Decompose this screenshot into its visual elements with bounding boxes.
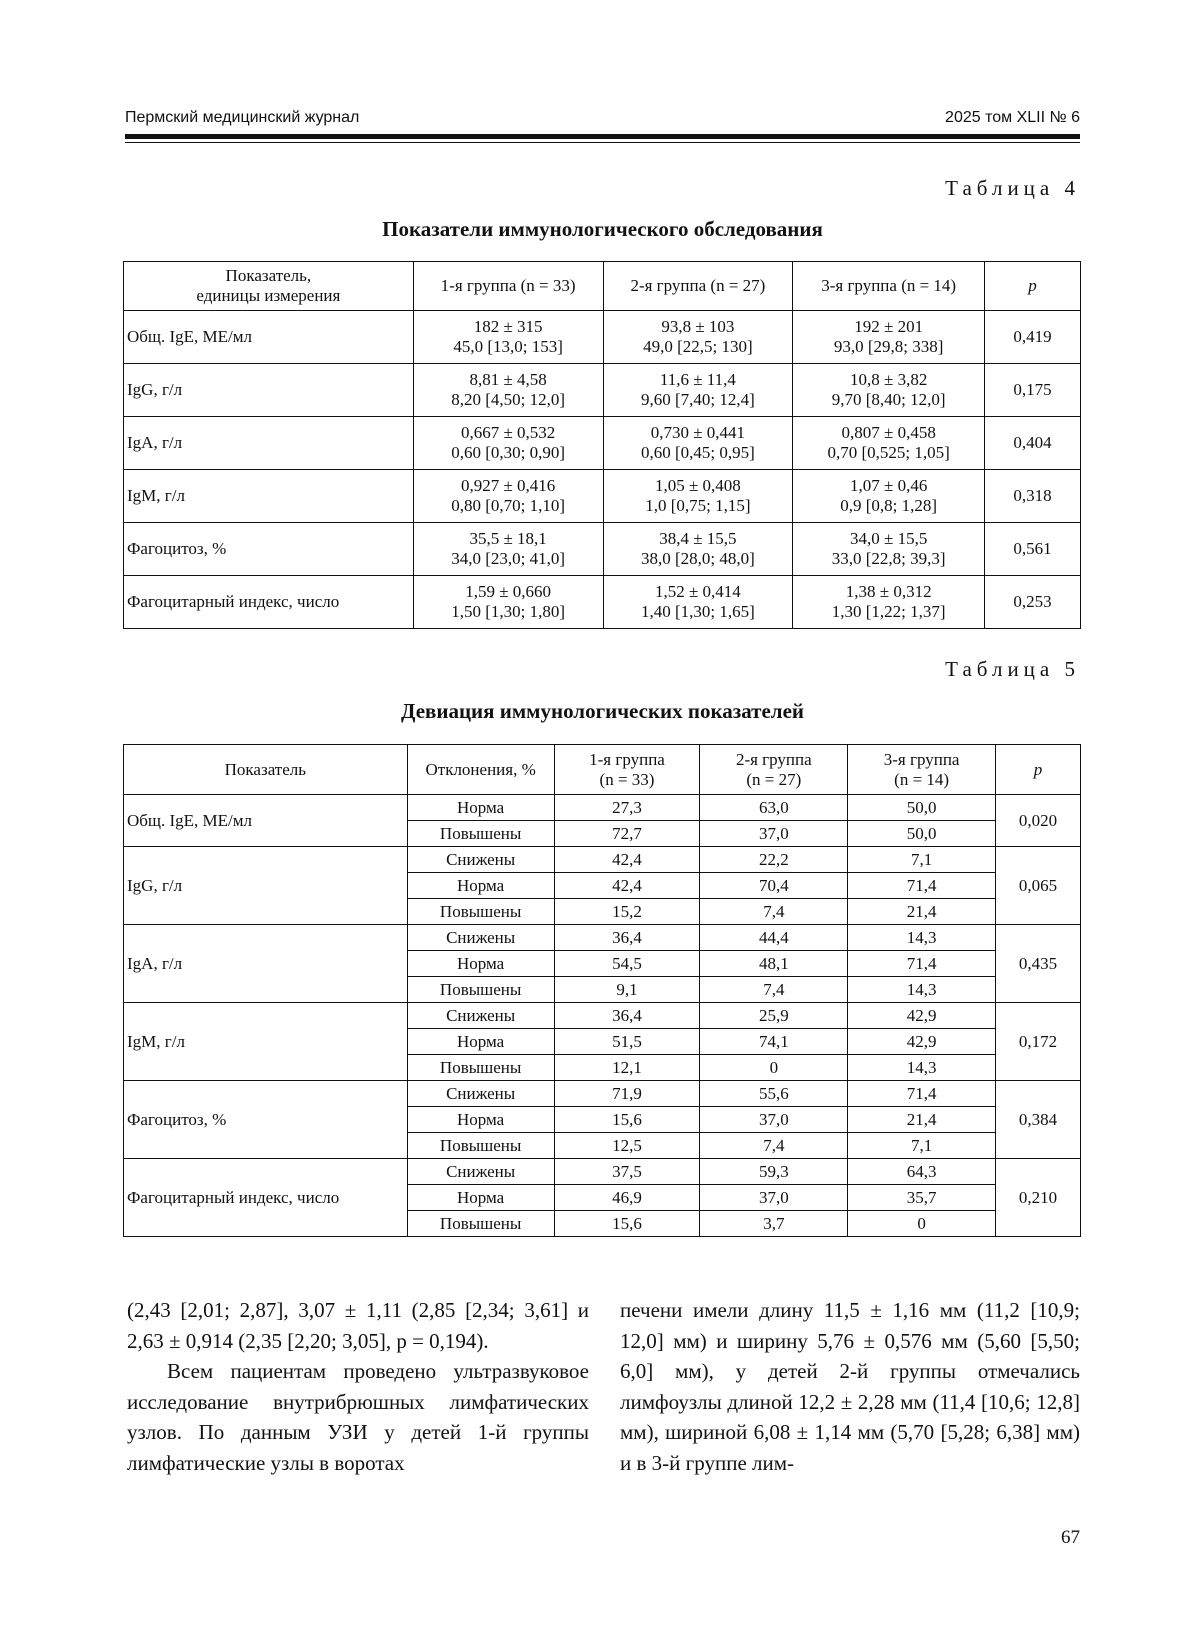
p-value-cell: 0,065 <box>996 847 1081 925</box>
deviation-cell: Повышены <box>407 899 554 925</box>
mean-sd: 1,38 ± 0,312 <box>845 582 932 602</box>
table5-label: Таблица 5 <box>945 657 1080 681</box>
median-iqr: 49,0 [22,5; 130] <box>643 337 753 356</box>
indicator-cell: Фагоцитоз, % <box>124 523 414 576</box>
deviation-cell: Снижены <box>407 1003 554 1029</box>
g1-cell: 36,4 <box>554 1003 700 1029</box>
mean-sd: 0,667 ± 0,532 <box>460 423 556 443</box>
g3-cell: 7,1 <box>848 847 996 873</box>
g3-cell: 42,9 <box>848 1029 996 1055</box>
table4-title: Показатели иммунологического обследования <box>382 217 823 241</box>
journal-name: Пермский медицинский журнал <box>125 109 360 126</box>
g1-cell: 42,4 <box>554 847 700 873</box>
g2-cell: 7,4 <box>700 899 848 925</box>
g2-cell: 0 <box>700 1055 848 1081</box>
table4 <box>123 261 1081 629</box>
deviation-cell: Норма <box>407 1029 554 1055</box>
g3-cell: 50,0 <box>848 821 996 847</box>
mean-sd: 8,81 ± 4,58 <box>469 370 547 390</box>
g2-cell <box>603 364 793 417</box>
table-row <box>124 1081 1081 1107</box>
table-row <box>124 523 1081 576</box>
g2-cell: 37,0 <box>700 1107 848 1133</box>
running-header <box>125 109 1080 131</box>
deviation-cell: Повышены <box>407 1211 554 1237</box>
indicator-cell: Фагоцитарный индекс, число <box>124 576 414 629</box>
median-iqr: 45,0 [13,0; 153] <box>453 337 563 356</box>
p-value-cell: 0,419 <box>985 311 1081 364</box>
g3-cell: 42,9 <box>848 1003 996 1029</box>
g3-cell: 14,3 <box>848 977 996 1003</box>
table-row <box>124 1159 1081 1185</box>
table-row <box>124 576 1081 629</box>
table4-col-group2: 2-я группа (n = 27) <box>603 262 793 311</box>
g3-cell: 50,0 <box>848 795 996 821</box>
mean-sd: 93,8 ± 103 <box>661 317 735 337</box>
deviation-cell: Повышены <box>407 977 554 1003</box>
g1-cell: 36,4 <box>554 925 700 951</box>
median-iqr: 38,0 [28,0; 48,0] <box>640 549 755 568</box>
mean-sd: 0,927 ± 0,416 <box>460 476 556 496</box>
table4-col-p: p <box>985 262 1081 311</box>
table-row <box>124 847 1081 873</box>
g1-cell: 27,3 <box>554 795 700 821</box>
paragraph: (2,43 [2,01; 2,87], 3,07 ± 1,11 (2,85 [2,34; 3,61] и 2,63 ± 0,914 (2,35 [2,20; 3,05], p = 0,194). <box>127 1298 589 1353</box>
p-value-cell: 0,210 <box>996 1159 1081 1237</box>
g2-cell: 59,3 <box>700 1159 848 1185</box>
g1-cell: 15,2 <box>554 899 700 925</box>
indicator-cell: IgG, г/л <box>124 364 414 417</box>
g2-cell <box>603 576 793 629</box>
mean-sd: 38,4 ± 15,5 <box>659 529 737 549</box>
indicator-cell: IgA, г/л <box>124 417 414 470</box>
table4-col-group3: 3-я группа (n = 14) <box>793 262 985 311</box>
median-iqr: 9,60 [7,40; 12,4] <box>640 390 755 409</box>
g3-cell: 21,4 <box>848 1107 996 1133</box>
g3-cell <box>793 576 985 629</box>
body-column-left <box>127 1295 589 1478</box>
table5-header-row <box>124 745 1081 795</box>
g3-cell: 35,7 <box>848 1185 996 1211</box>
g3-cell <box>793 311 985 364</box>
g3-cell <box>793 470 985 523</box>
median-iqr: 1,0 [0,75; 1,15] <box>645 496 751 515</box>
deviation-cell: Снижены <box>407 847 554 873</box>
p-value-cell: 0,172 <box>996 1003 1081 1081</box>
table4-header-row <box>124 262 1081 311</box>
g2-cell: 63,0 <box>700 795 848 821</box>
table-row <box>124 311 1081 364</box>
median-iqr: 34,0 [23,0; 41,0] <box>451 549 565 568</box>
g2-cell <box>603 523 793 576</box>
indicator-cell: IgM, г/л <box>124 470 414 523</box>
g1-cell <box>413 311 603 364</box>
median-iqr: 9,70 [8,40; 12,0] <box>831 390 946 409</box>
median-iqr: 0,60 [0,45; 0,95] <box>640 443 755 462</box>
deviation-cell: Норма <box>407 873 554 899</box>
mean-sd: 0,730 ± 0,441 <box>650 423 746 443</box>
table-row <box>124 1003 1081 1029</box>
p-value-cell: 0,175 <box>985 364 1081 417</box>
g2-cell <box>603 470 793 523</box>
median-iqr: 1,50 [1,30; 1,80] <box>451 602 565 621</box>
median-iqr: 8,20 [4,50; 12,0] <box>451 390 565 409</box>
p-value-cell: 0,318 <box>985 470 1081 523</box>
g1-cell <box>413 523 603 576</box>
g2-cell: 7,4 <box>700 977 848 1003</box>
table5-title: Девиация иммунологических показателей <box>400 699 805 723</box>
g2-cell: 22,2 <box>700 847 848 873</box>
indicator-cell: Общ. IgE, МЕ/мл <box>124 795 408 847</box>
table5-col-group3: 3-я группа (n = 14) <box>848 745 996 795</box>
g3-cell <box>793 364 985 417</box>
p-value-cell: 0,404 <box>985 417 1081 470</box>
indicator-cell: IgA, г/л <box>124 925 408 1003</box>
g1-cell: 46,9 <box>554 1185 700 1211</box>
header-rule-thin <box>125 142 1080 143</box>
p-value-cell: 0,435 <box>996 925 1081 1003</box>
g1-cell: 15,6 <box>554 1211 700 1237</box>
table5 <box>123 744 1081 1237</box>
table5-col-deviation: Отклонения, % <box>407 745 554 795</box>
body-column-right <box>620 1295 1080 1478</box>
table4-label: Таблица 4 <box>945 176 1080 200</box>
issue-info: 2025 том XLII № 6 <box>945 109 1080 126</box>
mean-sd: 11,6 ± 11,4 <box>659 370 736 390</box>
mean-sd: 182 ± 315 <box>473 317 543 337</box>
g1-cell: 9,1 <box>554 977 700 1003</box>
g2-cell: 70,4 <box>700 873 848 899</box>
g3-cell: 14,3 <box>848 1055 996 1081</box>
g2-cell: 3,7 <box>700 1211 848 1237</box>
p-value-cell: 0,253 <box>985 576 1081 629</box>
table5-col-p: p <box>996 745 1081 795</box>
median-iqr: 0,60 [0,30; 0,90] <box>451 443 565 462</box>
g1-cell: 54,5 <box>554 951 700 977</box>
median-iqr: 0,80 [0,70; 1,10] <box>451 496 565 515</box>
g1-cell: 51,5 <box>554 1029 700 1055</box>
g2-cell: 74,1 <box>700 1029 848 1055</box>
indicator-cell: IgM, г/л <box>124 1003 408 1081</box>
table-row <box>124 795 1081 821</box>
table4-col-group1: 1-я группа (n = 33) <box>413 262 603 311</box>
mean-sd: 192 ± 201 <box>854 317 924 337</box>
g3-cell: 14,3 <box>848 925 996 951</box>
g2-cell: 48,1 <box>700 951 848 977</box>
deviation-cell: Повышены <box>407 1133 554 1159</box>
g2-cell: 7,4 <box>700 1133 848 1159</box>
table-row <box>124 417 1081 470</box>
deviation-cell: Повышены <box>407 821 554 847</box>
median-iqr: 93,0 [29,8; 338] <box>833 337 944 356</box>
g3-cell: 7,1 <box>848 1133 996 1159</box>
g3-cell: 0 <box>848 1211 996 1237</box>
deviation-cell: Снижены <box>407 925 554 951</box>
median-iqr: 0,9 [0,8; 1,28] <box>840 496 938 515</box>
median-iqr: 0,70 [0,525; 1,05] <box>827 443 950 462</box>
g1-cell: 37,5 <box>554 1159 700 1185</box>
mean-sd: 35,5 ± 18,1 <box>469 529 547 549</box>
g3-cell: 64,3 <box>848 1159 996 1185</box>
g1-cell: 12,5 <box>554 1133 700 1159</box>
median-iqr: 1,30 [1,22; 1,37] <box>831 602 946 621</box>
table-row <box>124 470 1081 523</box>
deviation-cell: Снижены <box>407 1081 554 1107</box>
indicator-cell: Общ. IgE, МЕ/мл <box>124 311 414 364</box>
g1-cell <box>413 470 603 523</box>
deviation-cell: Норма <box>407 1107 554 1133</box>
mean-sd: 0,807 ± 0,458 <box>841 423 936 443</box>
mean-sd: 34,0 ± 15,5 <box>850 529 928 549</box>
g1-cell: 15,6 <box>554 1107 700 1133</box>
table5-col-group2: 2-я группа (n = 27) <box>700 745 848 795</box>
g2-cell: 25,9 <box>700 1003 848 1029</box>
mean-sd: 10,8 ± 3,82 <box>850 370 928 390</box>
deviation-cell: Снижены <box>407 1159 554 1185</box>
g2-cell <box>603 417 793 470</box>
mean-sd: 1,59 ± 0,660 <box>465 582 552 602</box>
g3-cell <box>793 417 985 470</box>
median-iqr: 33,0 [22,8; 39,3] <box>831 549 946 568</box>
p-value-cell: 0,561 <box>985 523 1081 576</box>
deviation-cell: Повышены <box>407 1055 554 1081</box>
deviation-cell: Норма <box>407 951 554 977</box>
p-value-cell: 0,384 <box>996 1081 1081 1159</box>
mean-sd: 1,52 ± 0,414 <box>654 582 741 602</box>
header-rule-thick <box>125 134 1080 139</box>
g3-cell <box>793 523 985 576</box>
g1-cell <box>413 364 603 417</box>
table-row <box>124 364 1081 417</box>
g1-cell: 72,7 <box>554 821 700 847</box>
deviation-cell: Норма <box>407 1185 554 1211</box>
g1-cell: 12,1 <box>554 1055 700 1081</box>
indicator-cell: IgG, г/л <box>124 847 408 925</box>
p-value-cell: 0,020 <box>996 795 1081 847</box>
table5-col-group1: 1-я группа (n = 33) <box>554 745 700 795</box>
g2-cell <box>603 311 793 364</box>
g1-cell <box>413 417 603 470</box>
g3-cell: 21,4 <box>848 899 996 925</box>
mean-sd: 1,07 ± 0,46 <box>850 476 928 496</box>
indicator-cell: Фагоцитоз, % <box>124 1081 408 1159</box>
g2-cell: 37,0 <box>700 1185 848 1211</box>
indicator-cell: Фагоцитарный индекс, число <box>124 1159 408 1237</box>
mean-sd: 1,05 ± 0,408 <box>654 476 741 496</box>
median-iqr: 1,40 [1,30; 1,65] <box>640 602 755 621</box>
paragraph: печени имели длину 11,5 ± 1,16 мм (11,2 [10,9; 12,0] мм) и ширину 5,76 ± 0,576 мм (5,60 [5,50; 6,0] мм), у детей 2-й группы отмечались лимфоузлы длиной 12,2 ± 2,28 мм (11,4 [10,6; 12,8] мм), шириной 6,08 ± 1,14 мм (5,70 [5,28; 6,38] мм) и в 3-й группе лим- <box>620 1298 1080 1475</box>
g3-cell: 71,4 <box>848 951 996 977</box>
g2-cell: 44,4 <box>700 925 848 951</box>
paragraph: Всем пациентам проведено ультразвуковое исследование внутрибрюшных лимфатических узлов. По данным УЗИ у детей 1-й группы лимфатические узлы в воротах <box>127 1359 589 1475</box>
g2-cell: 55,6 <box>700 1081 848 1107</box>
g1-cell <box>413 576 603 629</box>
page-number: 67 <box>1061 1527 1080 1548</box>
g1-cell: 71,9 <box>554 1081 700 1107</box>
g1-cell: 42,4 <box>554 873 700 899</box>
g2-cell: 37,0 <box>700 821 848 847</box>
table-row <box>124 925 1081 951</box>
g3-cell: 71,4 <box>848 1081 996 1107</box>
deviation-cell: Норма <box>407 795 554 821</box>
g3-cell: 71,4 <box>848 873 996 899</box>
table4-col-indicator: Показатель, единицы измерения <box>124 262 414 311</box>
table5-col-indicator: Показатель <box>124 745 408 795</box>
